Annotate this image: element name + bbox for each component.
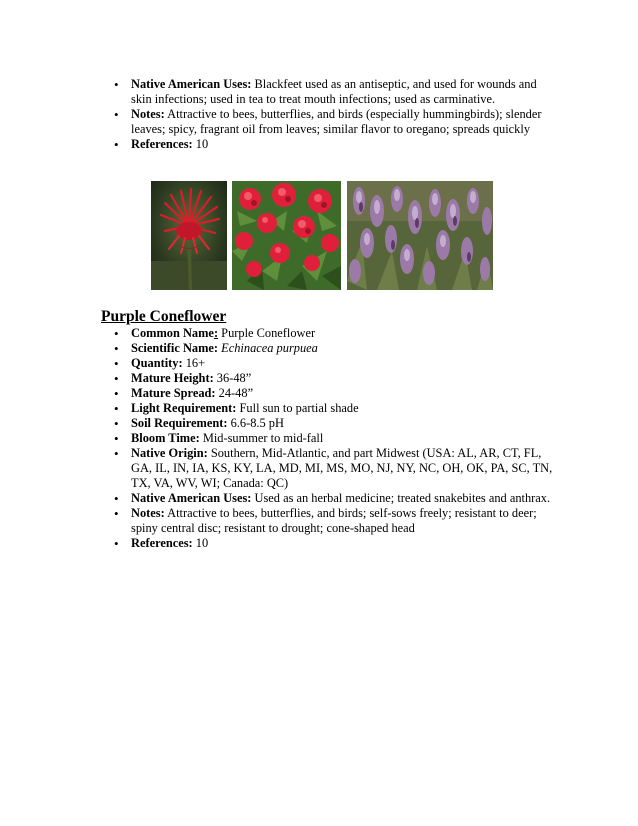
list-item	[114, 371, 554, 386]
item-text: 24-48”	[215, 386, 254, 400]
purple-coneflower-details-list	[114, 326, 554, 551]
list-item	[114, 356, 554, 371]
item-text: 10	[192, 137, 209, 151]
item-text: Attractive to bees, butterflies, and birds (especially hummingbirds); slender leaves; spicy, fragrant oil from leaves; similar flavor to oregano; spreads quickly	[131, 107, 542, 136]
item-label: Mature Height:	[131, 371, 214, 385]
item-label: Notes:	[131, 107, 165, 121]
bee-balm-details-list	[114, 77, 554, 152]
item-label: Notes:	[131, 506, 165, 520]
list-item	[114, 137, 554, 152]
item-label: References:	[131, 536, 193, 550]
list-item	[114, 506, 554, 536]
item-label-colon: :	[213, 326, 219, 340]
bee-balm-closeup-photo	[151, 181, 227, 290]
item-label: Native Origin:	[131, 446, 208, 460]
list-item	[114, 491, 554, 506]
item-text-italic: Echinacea purpuea	[221, 341, 318, 355]
item-text: 10	[192, 536, 209, 550]
item-label: Quantity:	[131, 356, 183, 370]
item-text: Blackfeet used as an antiseptic, and used for wounds and skin infections; used in tea to treat mouth infections; used as carminative.	[131, 77, 537, 106]
item-label: References:	[131, 137, 193, 151]
list-item	[114, 416, 554, 431]
list-item	[114, 107, 554, 137]
list-item	[114, 77, 554, 107]
item-text: Used as an herbal medicine; treated snakebites and anthrax.	[251, 491, 551, 505]
item-label: Bloom Time:	[131, 431, 200, 445]
item-label	[131, 326, 218, 340]
purple-flower-field-photo	[347, 181, 493, 290]
item-text: Full sun to partial shade	[236, 401, 359, 415]
item-label: Mature Spread:	[131, 386, 216, 400]
list-item	[114, 536, 554, 551]
item-label: Native American Uses:	[131, 491, 252, 505]
list-item	[114, 431, 554, 446]
list-item	[114, 446, 554, 491]
item-label: Scientific Name:	[131, 341, 219, 355]
section-heading: Purple Coneflower	[101, 308, 227, 325]
item-text: 6.6-8.5 pH	[227, 416, 284, 430]
item-text: Mid-summer to mid-fall	[199, 431, 324, 445]
item-text: Attractive to bees, butterflies, and birds; self-sows freely; resistant to deer; spiny central disc; resistant to drought; cone-shaped head	[131, 506, 537, 535]
list-item	[114, 341, 554, 356]
item-text: 36-48”	[213, 371, 252, 385]
item-label: Native American Uses:	[131, 77, 252, 91]
item-label-text: Common Name	[131, 326, 214, 340]
item-label: Light Requirement:	[131, 401, 237, 415]
item-text: Purple Coneflower	[218, 326, 316, 340]
item-text: Southern, Mid-Atlantic, and part Midwest (USA: AL, AR, CT, FL, GA, IL, IN, IA, KS, KY, LA, MD, MI, MS, MO, NJ, NY, NC, OH, OK, PA, SC, TN, TX, VA, WV, WI; Canada: QC)	[131, 446, 553, 490]
list-item	[114, 401, 554, 416]
item-text: 16+	[182, 356, 206, 370]
item-label: Soil Requirement:	[131, 416, 228, 430]
bee-balm-patch-photo	[232, 181, 341, 290]
list-item	[114, 386, 554, 401]
list-item	[114, 326, 554, 341]
